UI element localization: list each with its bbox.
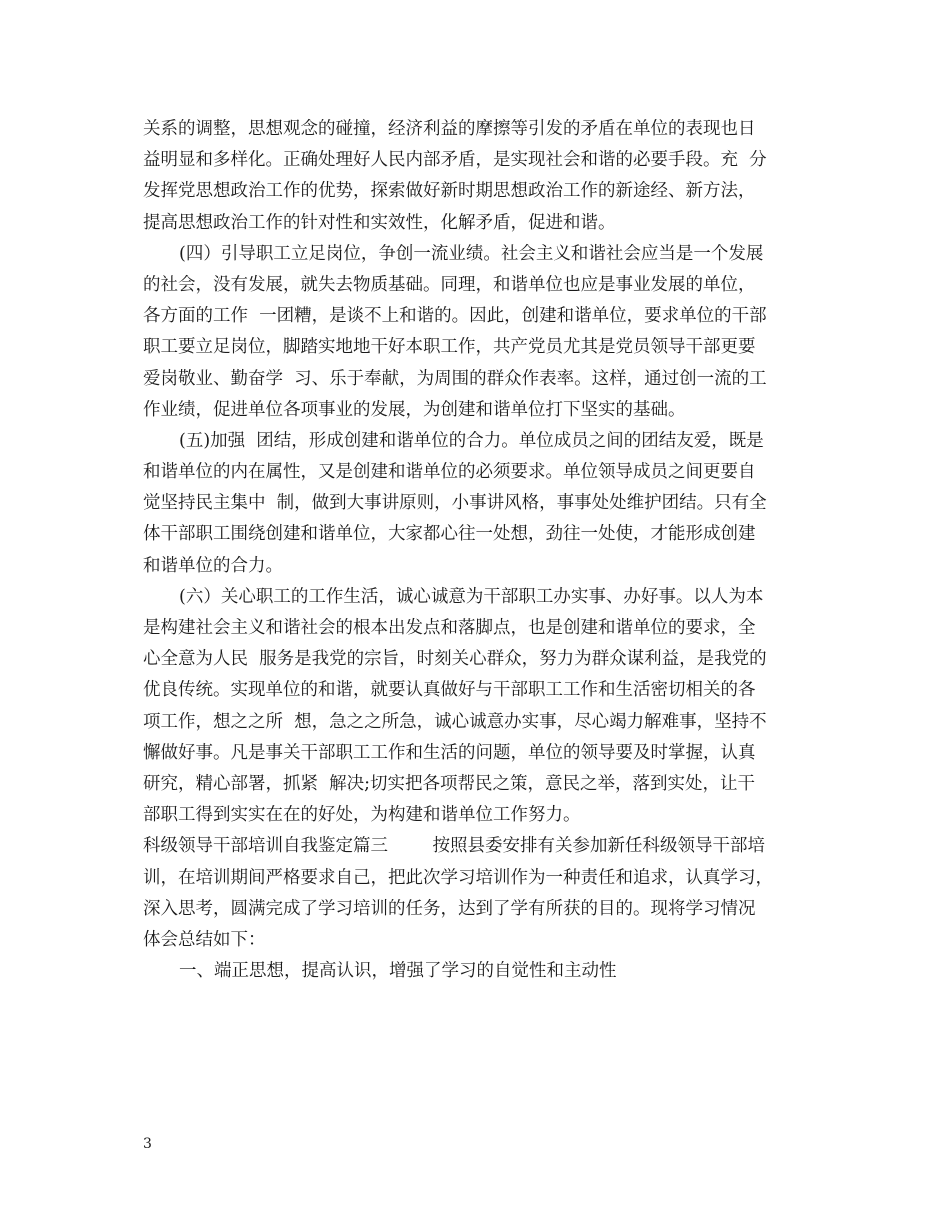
text-line: 项工作，想之之所 想，急之之所急，诚心诚意办实事，尽心竭力解难事，坚持不 xyxy=(143,711,767,732)
text-line: 心全意为人民 服务是我党的宗旨，时刻关心群众，努力为群众谋利益，是我党的 xyxy=(143,649,767,670)
text-line: 懈做好事。凡是事关干部职工工作和生活的问题，单位的领导要及时掌握，认真 xyxy=(143,742,756,763)
paragraph xyxy=(143,831,813,956)
document-body xyxy=(143,114,813,987)
text-line: 科级领导干部培训自我鉴定篇三 按照县委安排有关参加新任科级领导干部培 xyxy=(143,836,765,857)
text-line: 觉坚持民主集中 制，做到大事讲原则，小事讲风格，事事处处维护团结。只有全 xyxy=(143,493,767,514)
text-line: 体干部职工围绕创建和谐单位，大家都心往一处想，劲往一处使，才能形成创建 xyxy=(143,524,756,545)
text-line: 益明显和多样化。正确处理好人民内部矛盾，是实现社会和谐的必要手段。充 分 xyxy=(143,150,767,171)
text-line: 部职工得到实实在在的好处，为构建和谐单位工作努力。 xyxy=(143,805,581,826)
text-line: 深入思考，圆满完成了学习培训的任务，达到了学有所获的目的。现将学习情况 xyxy=(143,898,756,919)
text-line: 和谐单位的内在属性，又是创建和谐单位的必须要求。单位领导成员之间更要自 xyxy=(143,462,756,483)
text-line: 优良传统。实现单位的和谐，就要认真做好与干部职工工作和生活密切相关的各 xyxy=(143,680,756,701)
text-line: 关系的调整，思想观念的碰撞，经济利益的摩擦等引发的矛盾在单位的表现也日 xyxy=(143,119,756,139)
text-line: 职工要立足岗位，脚踏实地地干好本职工作，共产党员尤其是党员领导干部更要 xyxy=(143,337,756,358)
text-line: 是构建社会主义和谐社会的根本出发点和落脚点，也是创建和谐单位的要求，全 xyxy=(143,618,756,638)
text-line: 各方面的工作 一团糟，是谈不上和谐的。因此，创建和谐单位，要求单位的干部 xyxy=(143,306,767,327)
text-line: (四）引导职工立足岗位，争创一流业绩。社会主义和谐社会应当是一个发展 xyxy=(179,243,764,264)
paragraph xyxy=(143,239,813,426)
text-line: 体会总结如下： xyxy=(143,929,266,950)
text-line: 研究，精心部署，抓紧 解决;切实把各项帮民之策，意民之举，落到实处，让干 xyxy=(143,773,756,794)
text-line: 一、端正思想，提高认识，增强了学习的自觉性和主动性 xyxy=(179,961,617,982)
text-line: (五)加强 团结，形成创建和谐单位的合力。单位成员之间的团结友爱，既是 xyxy=(179,430,764,451)
paragraph xyxy=(143,582,813,832)
paragraph xyxy=(143,426,813,582)
text-line: 提高思想政治工作的针对性和实效性，化解矛盾，促进和谐。 xyxy=(143,212,616,233)
text-line: (六）关心职工的工作生活，诚心诚意为干部职工办实事、办好事。以人为本 xyxy=(179,586,764,607)
text-line: 发挥党思想政治工作的优势，探索做好新时期思想政治工作的新途经、新方法， xyxy=(143,181,756,202)
text-line: 爱岗敬业、勤奋学 习、乐于奉献，为周围的群众作表率。这样，通过创一流的工 xyxy=(143,368,767,389)
text-line: 训，在培训期间严格要求自己，把此次学习培训作为一种责任和追求，认真学习， xyxy=(143,867,773,888)
page-number: 3 xyxy=(143,1136,152,1152)
text-line: 的社会，没有发展，就失去物质基础。同理，和谐单位也应是事业发展的单位， xyxy=(143,274,756,295)
paragraph xyxy=(143,956,813,987)
text-line: 和谐单位的合力。 xyxy=(143,555,283,576)
text-line: 作业绩，促进单位各项事业的发展，为创建和谐单位打下坚实的基础。 xyxy=(143,399,686,420)
paragraph xyxy=(143,114,813,239)
